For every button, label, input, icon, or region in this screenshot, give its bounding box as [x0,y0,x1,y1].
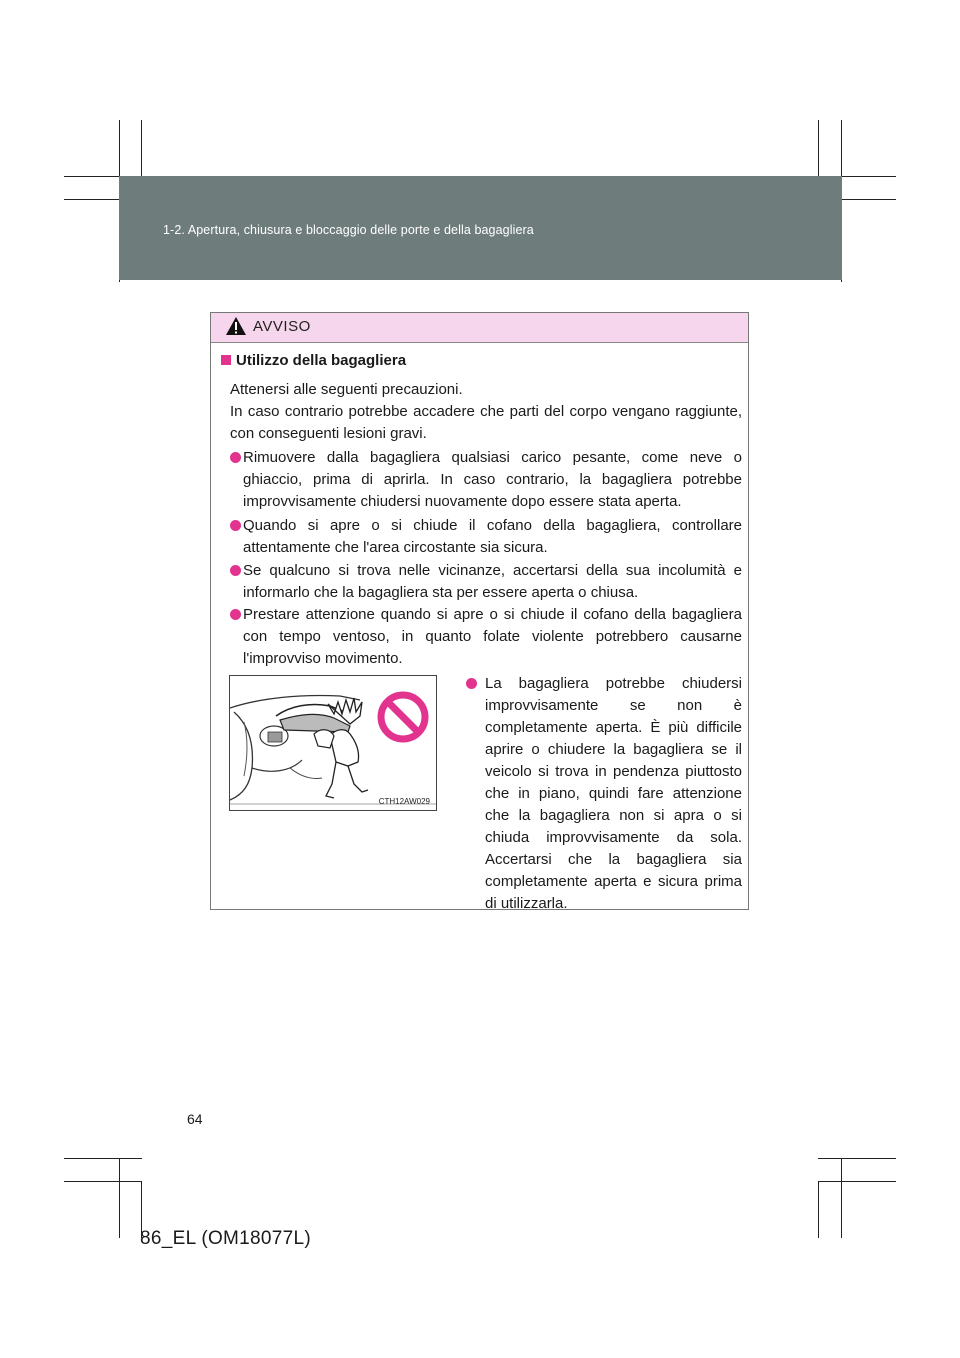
bullet-dot-icon [466,678,477,689]
document-code: 86_EL (OM18077L) [140,1228,311,1249]
bullet-dot-icon [230,609,241,620]
warning-triangle-icon [225,316,247,336]
list-item-text: La bagagliera potrebbe chiudersi improvvisamente se non è completamente aperta. È più difficile aprire o chiudere la bagagliera se il veicolo si trova in pendenza piuttosto che in piano, quindi fare attenzione che la bagagliera non si apra o si chiuda improvvisamente da sola. Accertarsi che la bagagliera sia completamente aperta e sicura prima di utilizzarla. [485,675,742,912]
crop-mark [64,1181,142,1182]
list-item-text: Prestare attenzione quando si apre o si chiude il cofano della bagagliera con tempo ventoso, in quanto folate violente potrebbero causarne l'improvviso movimento. [243,606,742,667]
list-item [466,673,742,915]
trunk-illustration [229,675,437,811]
crop-mark [818,1158,896,1159]
crop-mark [64,1158,142,1159]
crop-mark [818,1181,896,1182]
figure-code: CTH12AW029 [378,797,430,806]
intro-line: In caso contrario potrebbe accadere che parti del corpo vengano raggiunte, con conseguenti lesioni gravi. [230,403,742,442]
warning-header [211,313,748,343]
list-item [230,515,742,559]
section-title: 1-2. Apertura, chiusura e bloccaggio delle porte e della bagagliera [163,223,534,237]
list-item [230,604,742,670]
crop-mark [818,1181,819,1238]
list-item-text: Rimuovere dalla bagagliera qualsiasi carico pesante, come neve o ghiaccio, prima di aprirla. In caso contrario, la bagagliera potrebbe improvvisamente chiudersi nuovamente dopo essere stata aperta. [243,449,742,510]
section-heading-text: Utilizzo della bagagliera [236,352,407,369]
crop-mark [119,1158,120,1238]
list-item [230,560,742,604]
crop-mark [841,1158,842,1238]
section-header [119,176,842,280]
list-item-text: Se qualcuno si trova nelle vicinanze, accertarsi della sua incolumità e informarlo che la bagagliera sta per essere aperta o chiusa. [243,562,742,601]
page-number: 64 [187,1111,203,1127]
warning-title: AVVISO [253,318,311,335]
bullet-dot-icon [230,452,241,463]
list-item-text: Quando si apre o si chiude il cofano della bagagliera, controllare attentamente che l'area circostante sia sicura. [243,517,742,556]
bullet-dot-icon [230,520,241,531]
intro-line: Attenersi alle seguenti precauzioni. [230,381,463,398]
square-bullet-icon [221,355,231,365]
bullet-dot-icon [230,565,241,576]
warning-box [210,312,749,910]
list-item [230,447,742,513]
section-heading [221,352,406,369]
prohibition-icon [376,690,430,744]
